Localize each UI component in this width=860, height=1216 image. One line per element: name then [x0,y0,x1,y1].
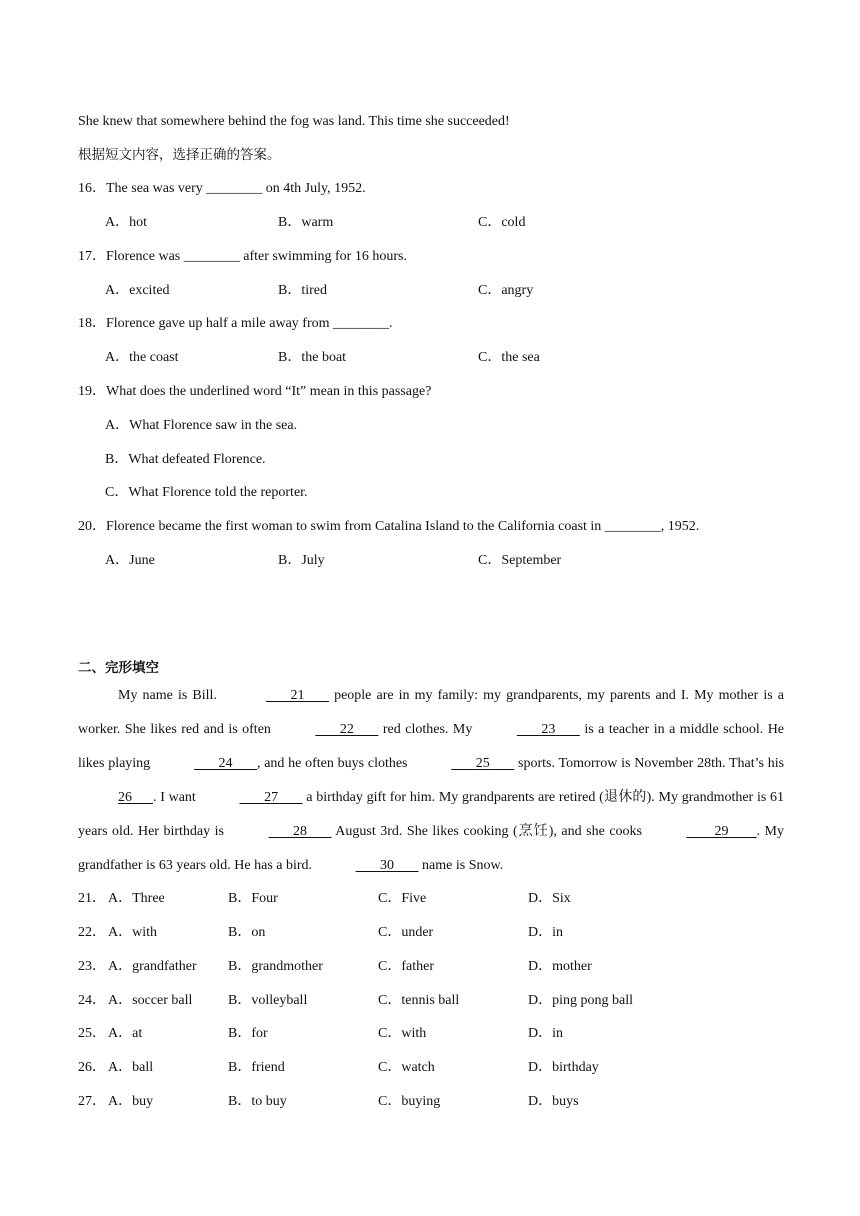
option-23-a[interactable]: A．grandfather [108,959,197,974]
option-26-d[interactable]: D．birthday [528,1060,599,1075]
question-18 [78,314,393,334]
question-text: Florence gave up half a mile away from ________. [106,316,393,331]
option-17-b[interactable]: B．tired [278,283,327,298]
cloze-question-27: 27． [78,1094,106,1109]
blank-30: 30 [380,858,395,873]
question-number: 20． [78,519,106,534]
option-17-a[interactable]: A．excited [105,283,170,298]
option-27-d[interactable]: D．buys [528,1094,579,1109]
option-26-a[interactable]: A．ball [108,1060,154,1075]
option-19-b[interactable]: B．What defeated Florence. [105,452,266,467]
blank-25: 25 [475,756,490,771]
option-25-d[interactable]: D．in [528,1026,564,1041]
question-16 [78,179,366,199]
option-21-a[interactable]: A．Three [108,891,165,906]
option-24-b[interactable]: B．volleyball [228,993,308,1008]
question-text: The sea was very ________ on 4th July, 1952. [106,181,366,196]
blank-28: 28 [293,824,308,839]
blank-21: 21 [290,688,305,703]
option-25-a[interactable]: A．at [108,1026,143,1041]
option-18-a[interactable]: A．the coast [105,350,179,365]
option-16-b[interactable]: B．warm [278,215,334,230]
passage-last-line: She knew that somewhere behind the fog was land. This time she succeeded! [78,114,510,129]
blank-26: 26 [118,790,132,805]
option-21-d[interactable]: D．Six [528,891,571,906]
question-number: 18． [78,316,106,331]
cloze-question-26: 26． [78,1060,106,1075]
cloze-question-22: 22． [78,925,106,940]
option-23-d[interactable]: D．mother [528,959,592,974]
option-27-b[interactable]: B．to buy [228,1094,287,1109]
option-21-c[interactable]: C．Five [378,891,427,906]
option-20-c[interactable]: C．September [478,553,562,568]
cloze-question-24: 24． [78,993,106,1008]
question-19 [78,382,431,402]
option-22-b[interactable]: B．on [228,925,266,940]
cloze-question-23: 23． [78,959,106,974]
option-20-b[interactable]: B．July [278,553,325,568]
cloze-question-21: 21． [78,891,106,906]
option-22-c[interactable]: C．under [378,925,434,940]
section-title: 二、完形填空 [78,660,159,676]
blank-22: 22 [339,722,354,737]
blank-29: 29 [714,824,729,839]
option-17-c[interactable]: C．angry [478,283,534,298]
option-23-c[interactable]: C．father [378,959,434,974]
option-18-c[interactable]: C．the sea [478,350,540,365]
option-19-c[interactable]: C．What Florence told the reporter. [105,485,308,500]
option-19-a[interactable]: A．What Florence saw in the sea. [105,418,298,433]
option-26-b[interactable]: B．friend [228,1060,285,1075]
option-16-a[interactable]: A．hot [105,215,148,230]
question-text: Florence was ________ after swimming for 16 hours. [106,249,407,264]
option-21-b[interactable]: B．Four [228,891,278,906]
option-26-c[interactable]: C．watch [378,1060,435,1075]
option-22-a[interactable]: A．with [108,925,158,940]
option-20-a[interactable]: A．June [105,553,155,568]
question-number: 16． [78,181,106,196]
option-27-a[interactable]: A．buy [108,1094,154,1109]
option-24-c[interactable]: C．tennis ball [378,993,460,1008]
question-number: 19． [78,384,106,399]
question-number: 17． [78,249,106,264]
question-20 [78,517,699,537]
blank-24: 24 [218,756,233,771]
option-23-b[interactable]: B．grandmother [228,959,323,974]
option-25-c[interactable]: C．with [378,1026,427,1041]
question-text: Florence became the first woman to swim from Catalina Island to the California coast in ________, 1952. [106,519,700,534]
option-24-a[interactable]: A．soccer ball [108,993,193,1008]
blank-27: 27 [264,790,279,805]
option-22-d[interactable]: D．in [528,925,564,940]
option-18-b[interactable]: B．the boat [278,350,347,365]
question-17 [78,247,407,267]
option-27-c[interactable]: C．buying [378,1094,441,1109]
option-25-b[interactable]: B．for [228,1026,268,1041]
question-text: What does the underlined word “It” mean in this passage? [106,384,432,399]
option-24-d[interactable]: D．ping pong ball [528,993,634,1008]
cloze-passage: My name is Bill. 21 people are in my family: my grandparents, my parents and I. My mother is a worker. She likes red and is often 22 red clothes. My 23 is a teacher in a middle school. He likes playing 24 , and he often buys clothes 25 sports. Tomorrow is November 28th. That’s his 26 . I want 27 a birthday gift for him. My grandparents are retired (退休的). My grandmother is 61 years old. Her birthday is 28 August 3rd. She likes cooking (烹饪), and she cooks 29 . My grandfather is 63 years old. He has a bird. 30 name is Snow. [78,679,784,883]
instruction: 根据短文内容，选择正确的答案。 [78,147,281,163]
cloze-question-25: 25． [78,1026,106,1041]
blank-23: 23 [541,722,556,737]
option-16-c[interactable]: C．cold [478,215,526,230]
